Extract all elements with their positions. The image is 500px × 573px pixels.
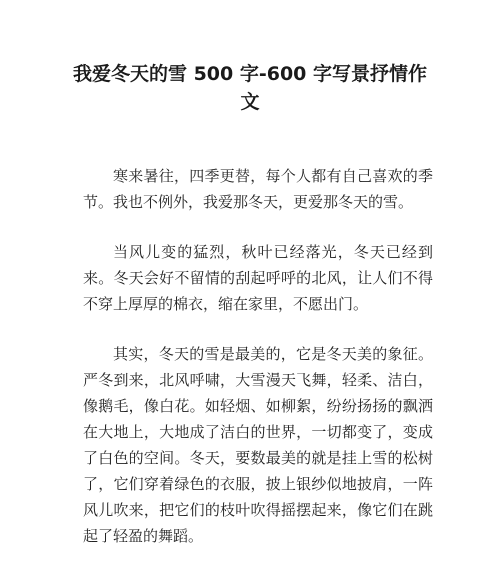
paragraph-3: 其实，冬天的雪是最美的，它是冬天美的象征。严冬到来，北风呼啸，大雪漫天飞舞，轻柔、洁白，像鹅毛，像白花。如轻烟、如柳絮，纷纷扬扬的飘洒在大地上，大地成了洁白的世界，一切都变了，变成了白色的空间。冬天，要数最美的就是挂上雪的松树了，它们穿着绿色的衣服，披上银纱似地披肩，一阵风儿吹来，把它们的枝叶吹得摇摆起来，像它们在跳起了轻盈的舞蹈。 (83, 345, 433, 545)
article-body (83, 163, 433, 573)
paragraph-1: 寒来暑往，四季更替，每个人都有自己喜欢的季节。我也不例外，我爱那冬天，更爱那冬天的雪。 (83, 167, 433, 211)
article-title: 我爱冬天的雪 500 字-600 字写景抒情作文 (72, 63, 428, 113)
paragraph-2: 当风儿变的猛烈，秋叶已经落光，冬天已经到来。冬天会好不留情的刮起呼呼的北风，让人们不得不穿上厚厚的棉衣，缩在家里，不愿出门。 (83, 243, 433, 313)
